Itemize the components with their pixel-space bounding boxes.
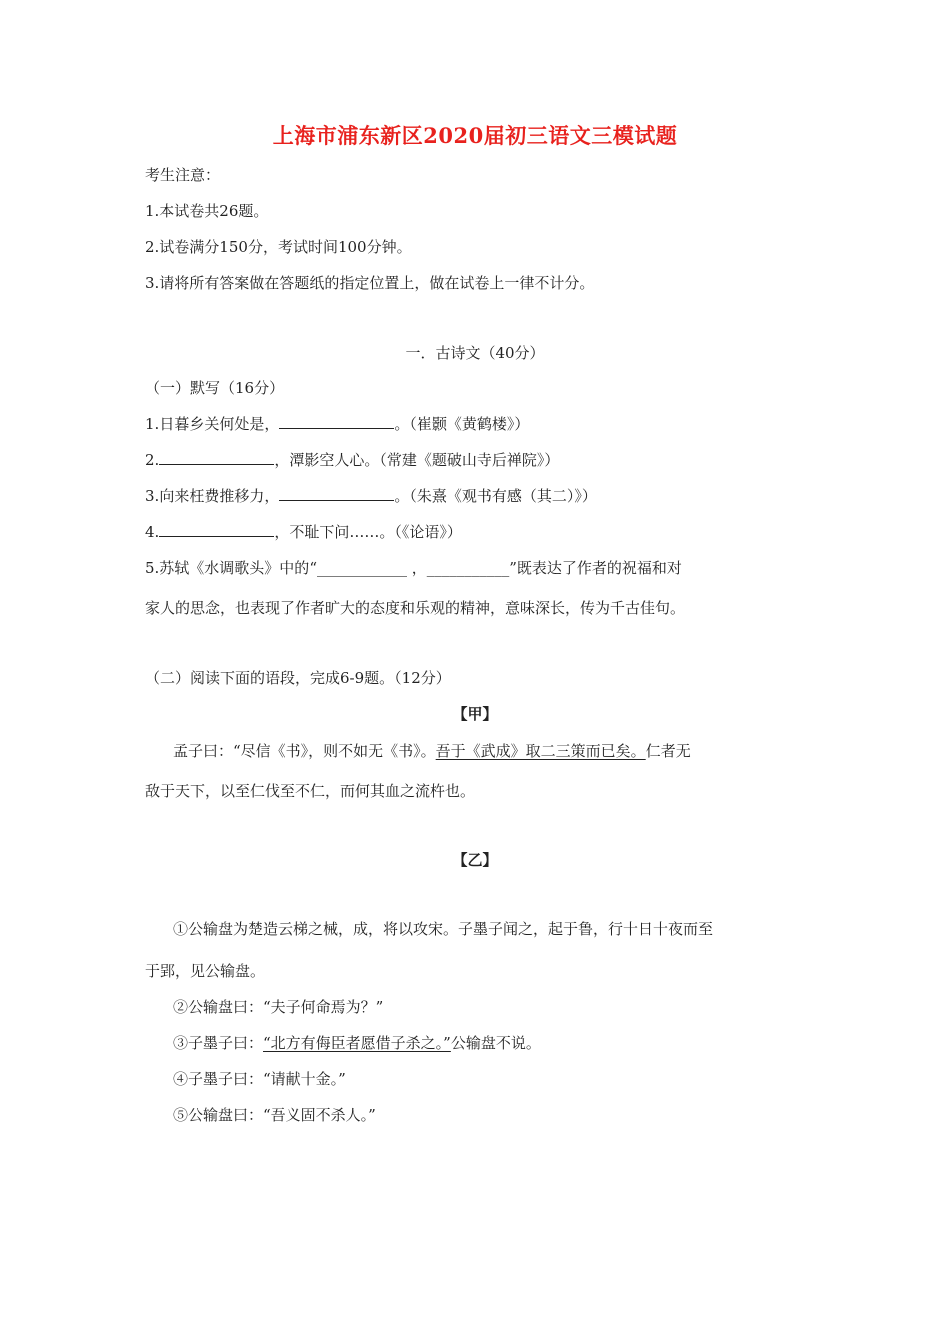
- answer-blank: ___________: [426, 559, 510, 577]
- passage-text: 仁者无: [645, 742, 691, 760]
- passage-text: 公输盘不说。: [450, 1034, 541, 1052]
- underlined-sentence: 吾于《武成》取二三策而已矣。: [435, 742, 646, 760]
- passage-yi-line5: ④子墨子曰：“请献十金。”: [173, 1070, 346, 1088]
- answer-blank: ____________: [316, 559, 407, 577]
- question-2: [145, 449, 559, 470]
- question-text: ，不耻下问……。（《论语》）: [274, 523, 462, 541]
- passage-yi-line3: ②公输盘曰：“夫子何命焉为？”: [173, 998, 384, 1016]
- section-heading: 一．古诗文（40分）: [405, 344, 545, 362]
- question-text: ，: [406, 559, 427, 577]
- notice-item: 1.本试卷共26题。: [145, 202, 269, 220]
- passage-jia-line1: [173, 740, 691, 761]
- passage-text: ③子墨子曰：: [173, 1034, 264, 1052]
- passage-label-yi: 【乙】: [452, 851, 498, 869]
- passage-yi-line4: [173, 1032, 541, 1053]
- question-text: 5.苏轼《水调歌头》中的“: [145, 559, 317, 577]
- question-5-continued: 家人的思念，也表现了作者旷大的态度和乐观的精神，意味深长，传为千古佳句。: [145, 599, 686, 617]
- question-text: 。（崔颢《黄鹤楼》）: [394, 415, 530, 433]
- question-text: 。（朱熹《观书有感（其二）》）: [394, 487, 597, 505]
- question-5: [145, 557, 682, 578]
- passage-yi-line6: ⑤公输盘曰：“吾义固不杀人。”: [173, 1106, 376, 1124]
- passage-yi-line2: 于郢，见公输盘。: [145, 962, 266, 980]
- question-text: ”既表达了作者的祝福和对: [509, 559, 682, 577]
- underlined-sentence: “北方有侮臣者愿借子杀之。”: [263, 1034, 451, 1052]
- question-text: ，潭影空人心。（常建《题破山寺后禅院》）: [274, 451, 560, 469]
- passage-label-jia: 【甲】: [452, 705, 498, 723]
- notice-item: 3.请将所有答案做在答题纸的指定位置上，做在试卷上一律不计分。: [145, 274, 595, 292]
- question-text: 日暮乡关何处是，: [159, 415, 280, 433]
- question-text: 向来枉费推移力，: [159, 487, 280, 505]
- part-heading: （一）默写（16分）: [145, 379, 285, 397]
- passage-yi-line1: ①公输盘为楚造云梯之械，成，将以攻宋。子墨子闻之，起于鲁，行十日十夜而至: [173, 920, 714, 938]
- page-title: 上海市浦东新区2020届初三语文三模试题: [272, 123, 678, 148]
- question-3: [145, 485, 597, 506]
- notice-item: 2.试卷满分150分，考试时间100分钟。: [145, 238, 412, 256]
- part-heading: （二）阅读下面的语段，完成6-9题。（12分）: [145, 669, 451, 687]
- question-number: 2.: [145, 451, 160, 469]
- question-number: 4.: [145, 523, 160, 541]
- question-number: 3.: [145, 487, 160, 505]
- passage-text: 孟子曰：“尽信《书》，则不如无《书》。: [173, 742, 436, 760]
- answer-blank: [159, 450, 274, 465]
- answer-blank: [159, 522, 274, 537]
- answer-blank: [279, 414, 394, 429]
- notice-heading: 考生注意：: [145, 166, 221, 184]
- question-number: 1.: [145, 415, 160, 433]
- answer-blank: [279, 486, 394, 501]
- question-4: [145, 521, 462, 542]
- question-1: [145, 413, 529, 434]
- passage-jia-line2: 敌于天下，以至仁伐至不仁，而何其血之流杵也。: [145, 782, 476, 800]
